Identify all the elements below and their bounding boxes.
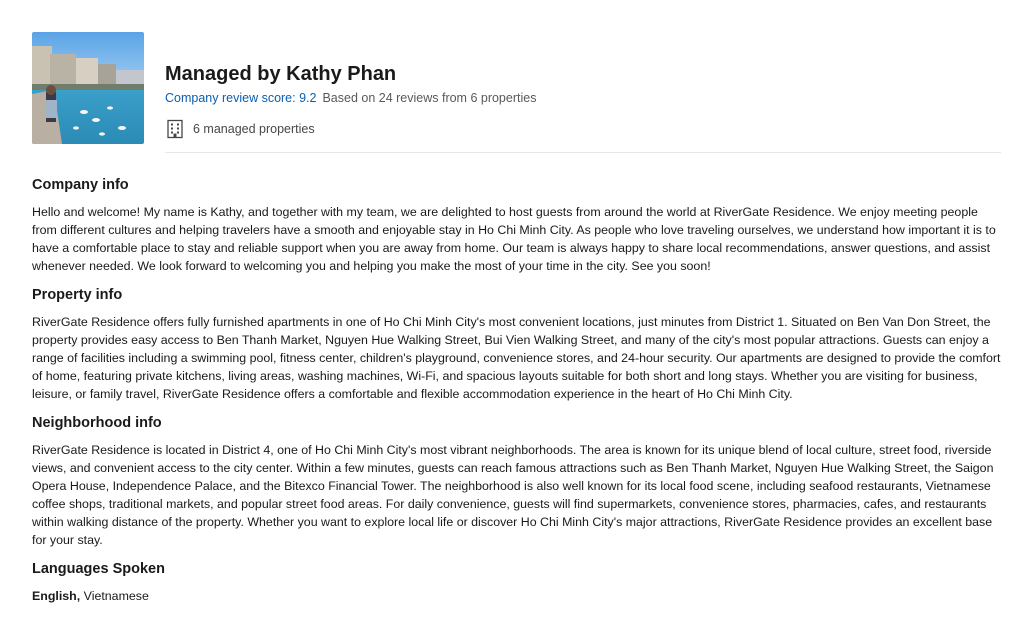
building-icon (165, 119, 185, 139)
language-secondary: Vietnamese (83, 589, 149, 603)
neighborhood-info-heading: Neighborhood info (32, 415, 162, 431)
property-info-text: RiverGate Residence offers fully furnished apartments in one of Ho Chi Minh City's most convenient locations, just minutes from District 1. Situated on Ben Van Don Street, the property provides easy access to Ben Thanh Market, Nguyen Hue Walking Street, Bui Vien Walking Street, and many of the city's most popular attractions. Guests can enjoy a range of facilities including a swimming pool, fitness center, children's playground, convenience stores, and 24-hour security. Our apartments are designed to provide the comfort of home, featuring private kitchens, living areas, washing machines, Wi-Fi, and spacious layouts suitable for both short and long stays. Whether you are visiting for business, leisure, or family travel, RiverGate Residence offers a comfortable and flexible accommodation experience in the heart of Ho Chi Minh City. (32, 315, 1001, 401)
company-review-score-link[interactable]: Company review score: 9.2 (165, 91, 317, 105)
manager-photo (32, 32, 144, 144)
neighborhood-info-text: RiverGate Residence is located in District 4, one of Ho Chi Minh City's most vibrant neighborhoods. The area is known for its unique blend of local culture, street food, riverside views, and convenient access to the city center. Within a few minutes, guests can reach famous attractions such as Ben Thanh Market, Nguyen Hue Walking Street, the Saigon Opera House, Independence Palace, and the Bitexco Financial Tower. The neighborhood is also well known for its local food scene, including seafood restaurants, Vietnamese coffee shops, traditional markets, and popular street food areas. For daily convenience, guests will find supermarkets, convenience stores, pharmacies, cafes, and restaurants within walking distance of the property. Whether you want to explore local life or discover Ho Chi Minh City's major attractions, RiverGate Residence provides an excellent base for your stay. (32, 443, 994, 547)
manager-photo-image (32, 32, 144, 144)
languages-heading: Languages Spoken (32, 561, 165, 577)
language-primary: English, (32, 589, 81, 603)
languages-list (32, 587, 1002, 605)
page-title: Managed by Kathy Phan (165, 63, 397, 85)
managed-properties-count: 6 managed properties (193, 122, 315, 136)
header-divider (165, 152, 1001, 153)
company-info-heading: Company info (32, 177, 129, 193)
host-header (32, 32, 1001, 154)
review-count-text: Based on 24 reviews from 6 properties (322, 91, 537, 105)
managed-properties-row (165, 119, 315, 139)
host-details (32, 176, 1002, 605)
property-info-heading: Property info (32, 287, 123, 303)
company-info-text: Hello and welcome! My name is Kathy, and together with my team, we are delighted to host guests from around the world at RiverGate Residence. We enjoy meeting people from different cultures and helping travelers have a smooth and enjoyable stay in Ho Chi Minh City. As people who love traveling ourselves, we understand how important it is to have a comfortable place to stay and reliable support when you are away from home. Our team is always happy to share local recommendations, answer questions, and assist whenever needed. We look forward to welcoming you and helping you make the most of your time in the city. See you soon! (32, 205, 996, 273)
review-score-line (165, 91, 536, 105)
